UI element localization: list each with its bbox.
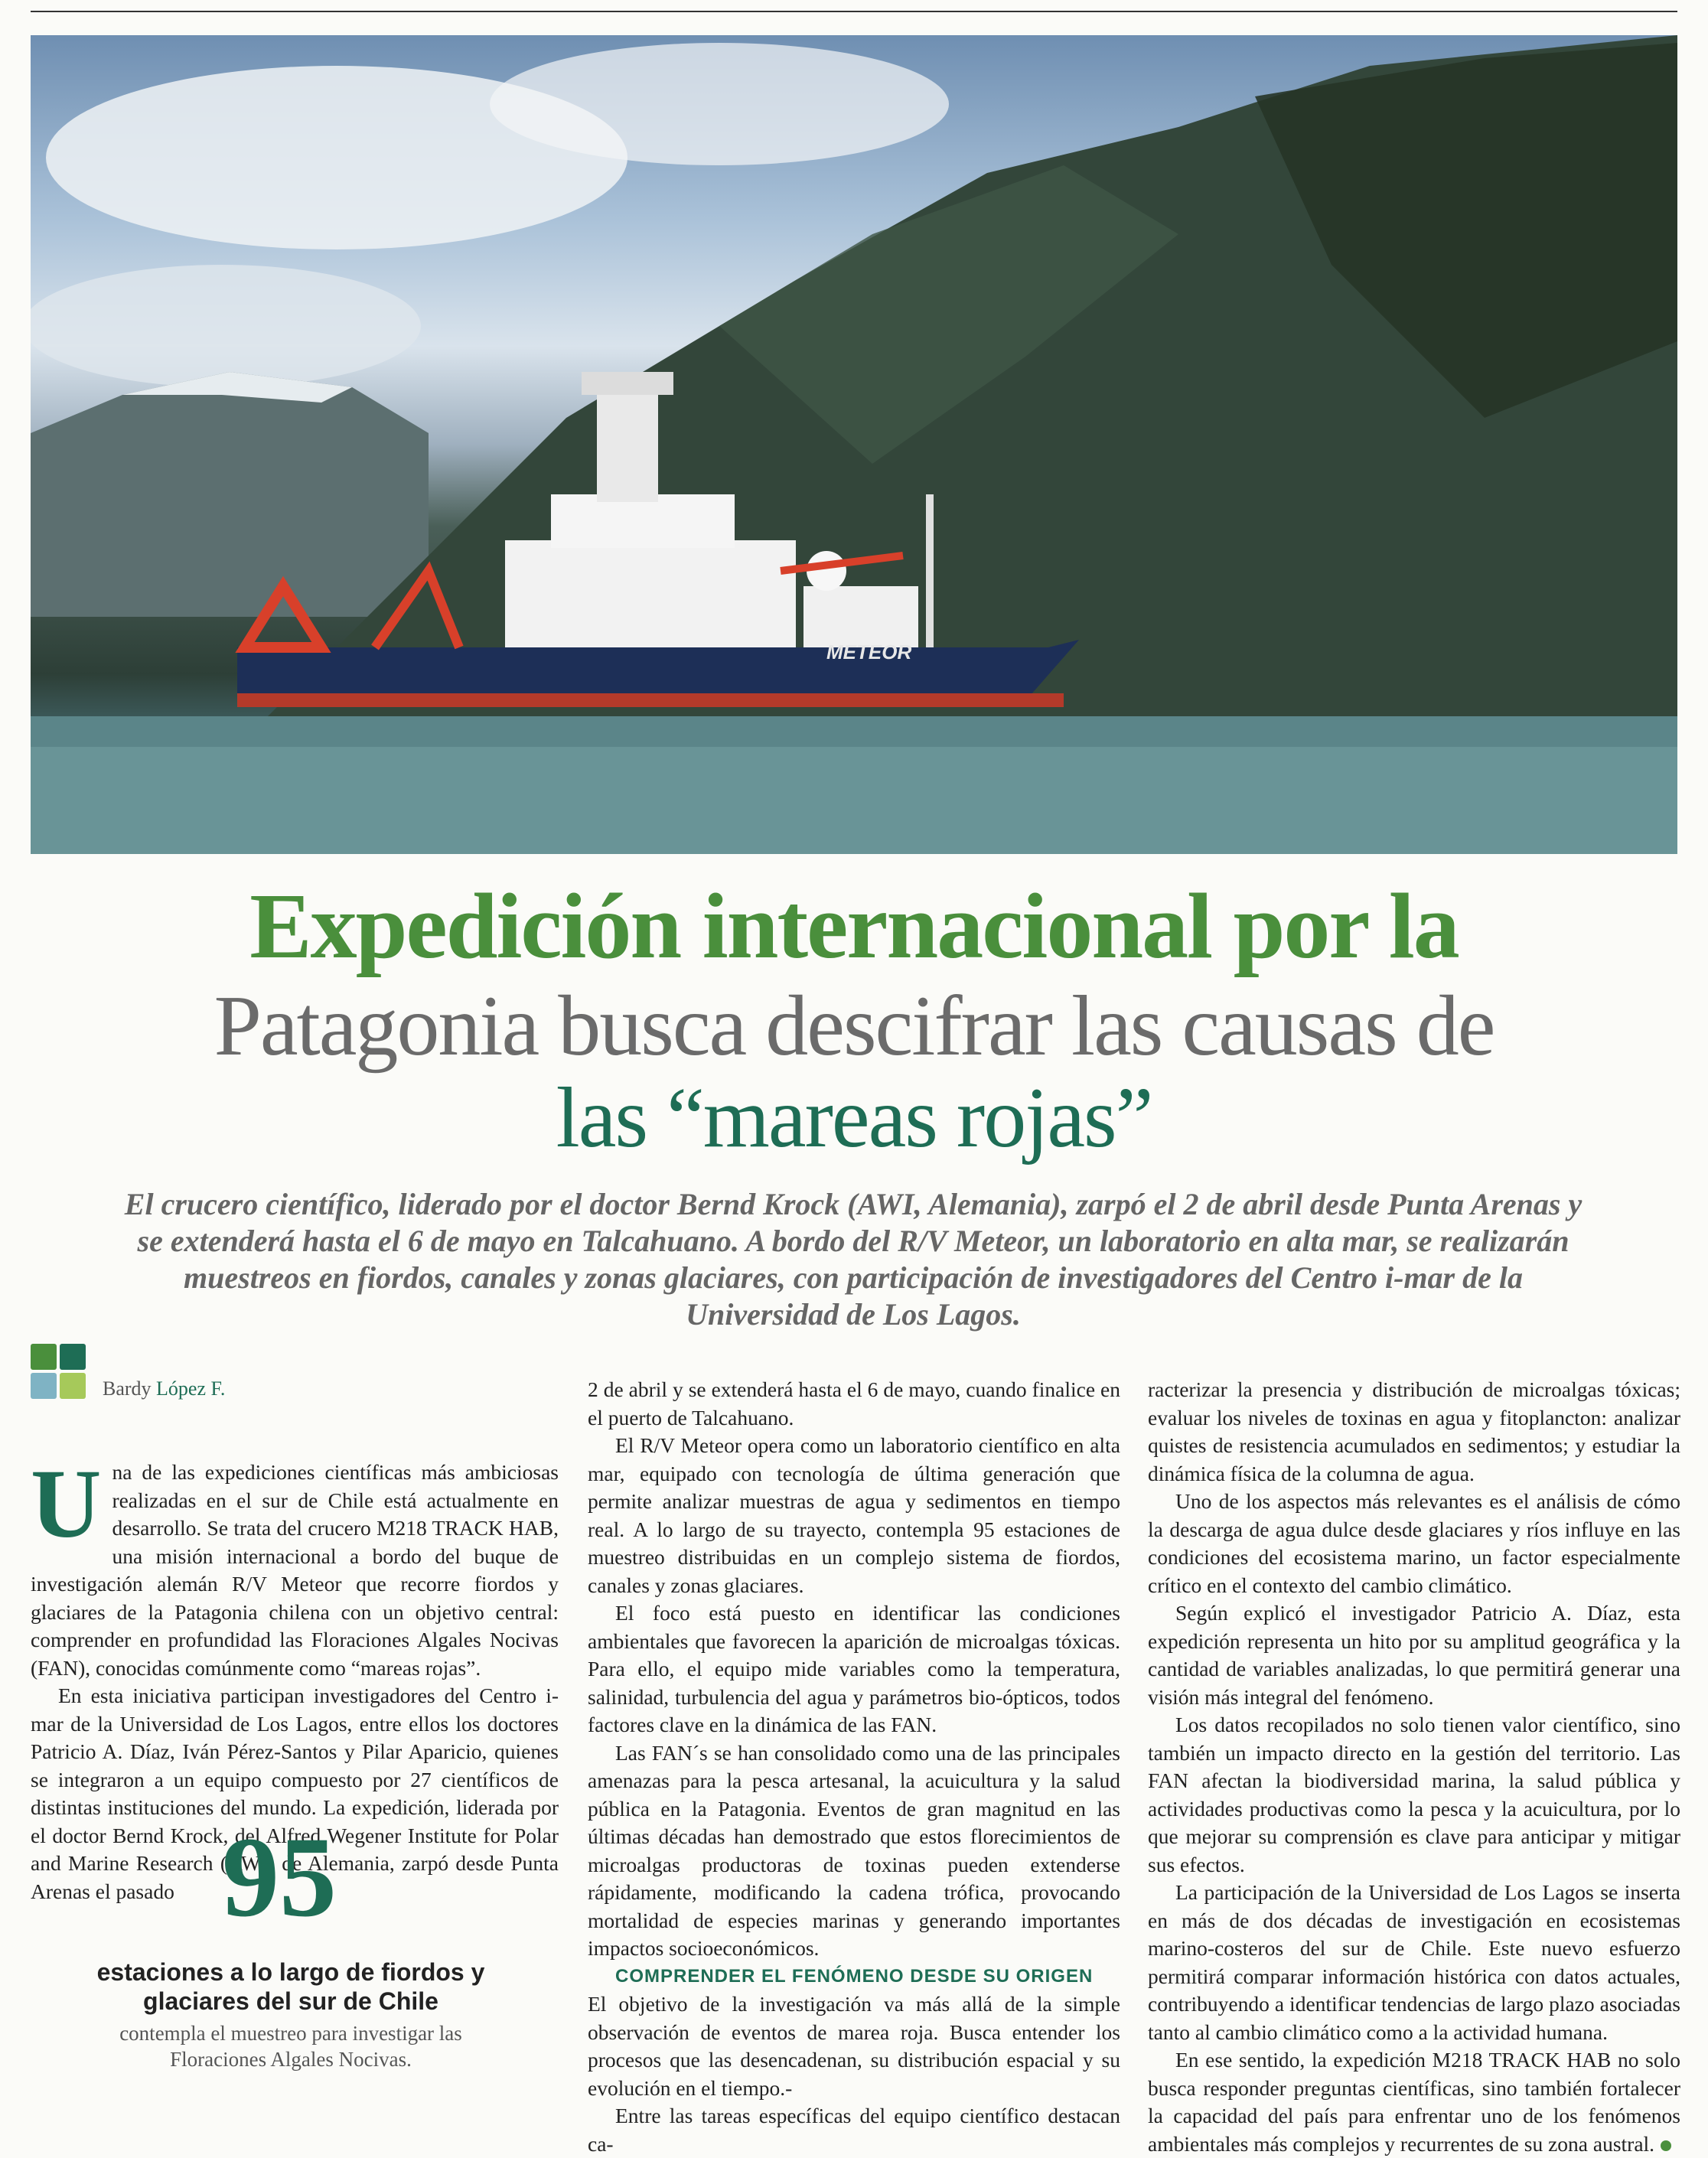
- article-column-3: [1148, 1376, 1680, 2158]
- ship-name-label: METEOR: [826, 641, 912, 663]
- article-column-2: [588, 1376, 1120, 2158]
- ship-photo-illustration: [31, 35, 1677, 854]
- paragraph-text: En ese sentido, la expedición M218 TRACK HAB no solo busca responder preguntas científicas, sino también fortalecer la capacidad del país para enfrentar uno de los fenómenos ambientales más complejos y recurrentes de su zona austral.: [1148, 2048, 1680, 2156]
- byline: [103, 1377, 225, 1400]
- paragraph: [31, 1449, 559, 1682]
- logo-square: [31, 1373, 57, 1399]
- paragraph: Entre las tareas específicas del equipo científico destacan ca-: [588, 2104, 1120, 2156]
- university-logo: [31, 1344, 86, 1399]
- callout-title: estaciones a lo largo de fiordos y glaciares del sur de Chile: [96, 1958, 485, 2015]
- paragraph: [1148, 2046, 1680, 2158]
- byline-last: López F.: [156, 1377, 226, 1400]
- callout-number: 95: [222, 1814, 337, 1941]
- logo-square: [60, 1373, 86, 1399]
- ship-photo: [31, 35, 1677, 854]
- section-subhead: COMPRENDER EL FENÓMENO DESDE SU ORIGEN: [615, 1965, 1094, 1987]
- callout-text: contempla el muestreo para investigar las Floraciones Algales Nocivas.: [119, 2022, 462, 2071]
- logo-square: [60, 1344, 86, 1370]
- paragraph: 2 de abril y se extenderá hasta el 6 de mayo, cuando finalice en el puerto de Talcahuano.: [588, 1377, 1120, 1429]
- headline-line-3: las “mareas rojas”: [556, 1071, 1152, 1165]
- paragraph: Uno de los aspectos más relevantes es el análisis de cómo la descarga de agua dulce desde glaciares y ríos influye en las condiciones del ecosistema marino, un factor especialmente crítico en el contexto del cambio climático.: [1148, 1489, 1680, 1597]
- deck-summary: El crucero científico, liderado por el doctor Bernd Krock (AWI, Alemania), zarpó el 2 de abril desde Punta Arenas y se extenderá hasta el 6 de mayo en Talcahuano. A bordo del R/V Meteor, un laboratorio en alta mar, se realizarán muestreos en fiordos, canales y zonas glaciares, con participación de investigadores del Centro i-mar de la Universidad de Los Lagos.: [124, 1187, 1583, 1332]
- paragraph: Las FAN´s se han consolidado como una de las principales amenazas para la pesca artesanal, la acuicultura y la salud pública en la Patagonia. Eventos de gran magnitud en las últimas décadas han demostrado que estos florecimientos de microalgas productoras de toxinas pueden extenderse rápidamente, modificando la cadena trófica, provocando mortalidad de especies marinas y generando importantes impactos socioeconómicos.: [588, 1740, 1120, 1960]
- paragraph: El R/V Meteor opera como un laboratorio científico en alta mar, equipado con tecnología de última generación que permite analizar muestras de agua y sedimentos en tiempo real. A lo largo de su trayecto, contempla 95 estaciones de muestreo distribuidas en un complejo sistema de fiordos, canales y zonas glaciares.: [588, 1433, 1120, 1597]
- paragraph: El foco está puesto en identificar las condiciones ambientales que favorecen la aparición de microalgas tóxicas. Para ello, el equipo mide variables como la temperatura, salinidad, turbulencia del agua y parámetros bio-ópticos, todos factores clave en la dinámica de las FAN.: [588, 1601, 1120, 1736]
- paragraph: racterizar la presencia y distribución de microalgas tóxicas; evaluar los niveles de toxinas en agua y fitoplancton: analizar quistes de resistencia acumulados en sedimentos; y estudiar la dinámica física de la columna de agua.: [1148, 1377, 1680, 1485]
- top-rule: [31, 11, 1677, 12]
- paragraph: La participación de la Universidad de Los Lagos se inserta en más de dos décadas de investigación en ecosistemas marino-costeros del sur de Chile. Este nuevo esfuerzo permitirá comparar información histórica con datos actuales, contribuyendo a identificar tendencias de largo plazo asociadas tanto al cambio climático como a la actividad humana.: [1148, 1880, 1680, 2044]
- paragraph: Según explicó el investigador Patricio A. Díaz, esta expedición representa un hito por su amplitud geográfica y la cantidad de variables analizadas, lo que permitirá generar una visión más integral del fenómeno.: [1148, 1601, 1680, 1709]
- byline-first: Bardy: [103, 1377, 152, 1400]
- paragraph-text: na de las expediciones científicas más ambiciosas realizadas en el sur de Chile está actualmente en desarrollo. Se trata del crucero M218 TRACK HAB, una misión internacional a bordo del buque de investigación alemán R/V Meteor que recorre fiordos y glaciares de la Patagonia chilena con un objetivo central: comprender en profundidad las Floraciones Algales Nocivas (FAN), conocidas comúnmente como “mareas rojas”.: [31, 1460, 559, 1680]
- end-mark-icon: [1661, 2140, 1671, 2151]
- paragraph: Los datos recopilados no solo tienen valor científico, sino también un impacto directo en la gestión del territorio. Las FAN afectan la biodiversidad marina, la salud pública y actividades productivas como la pesca y la acuicultura, por lo que mejorar su comprensión es clave para anticipar y mitigar sus efectos.: [1148, 1713, 1680, 1876]
- paragraph: En esta iniciativa participan investigadores del Centro i-mar de la Universidad de Los Lagos, entre ellos los doctores Patricio A. Díaz, Iván Pérez-Santos y Pilar Aparicio, quienes se integraron a un equipo compuesto por 27 científicos de distintas instituciones del mundo. La expedición, liderada por el doctor Bernd Krock, del Alfred Wegener Institute for Polar and Marine Research (AWI) de Alemania, zarpó desde Punta Arenas el pasado: [31, 1684, 559, 1903]
- logo-square: [31, 1344, 57, 1370]
- drop-cap: U: [31, 1449, 102, 1558]
- headline-line-2: Patagonia busca descifrar las causas de: [214, 979, 1494, 1074]
- headline-line-1: Expedición internacional por la: [249, 875, 1459, 978]
- paragraph: El objetivo de la investigación va más allá de la simple observación de eventos de marea roja. Busca entender los procesos que las desencadenan, su distribución espacial y su evolución en el tiempo.-: [588, 1992, 1120, 2100]
